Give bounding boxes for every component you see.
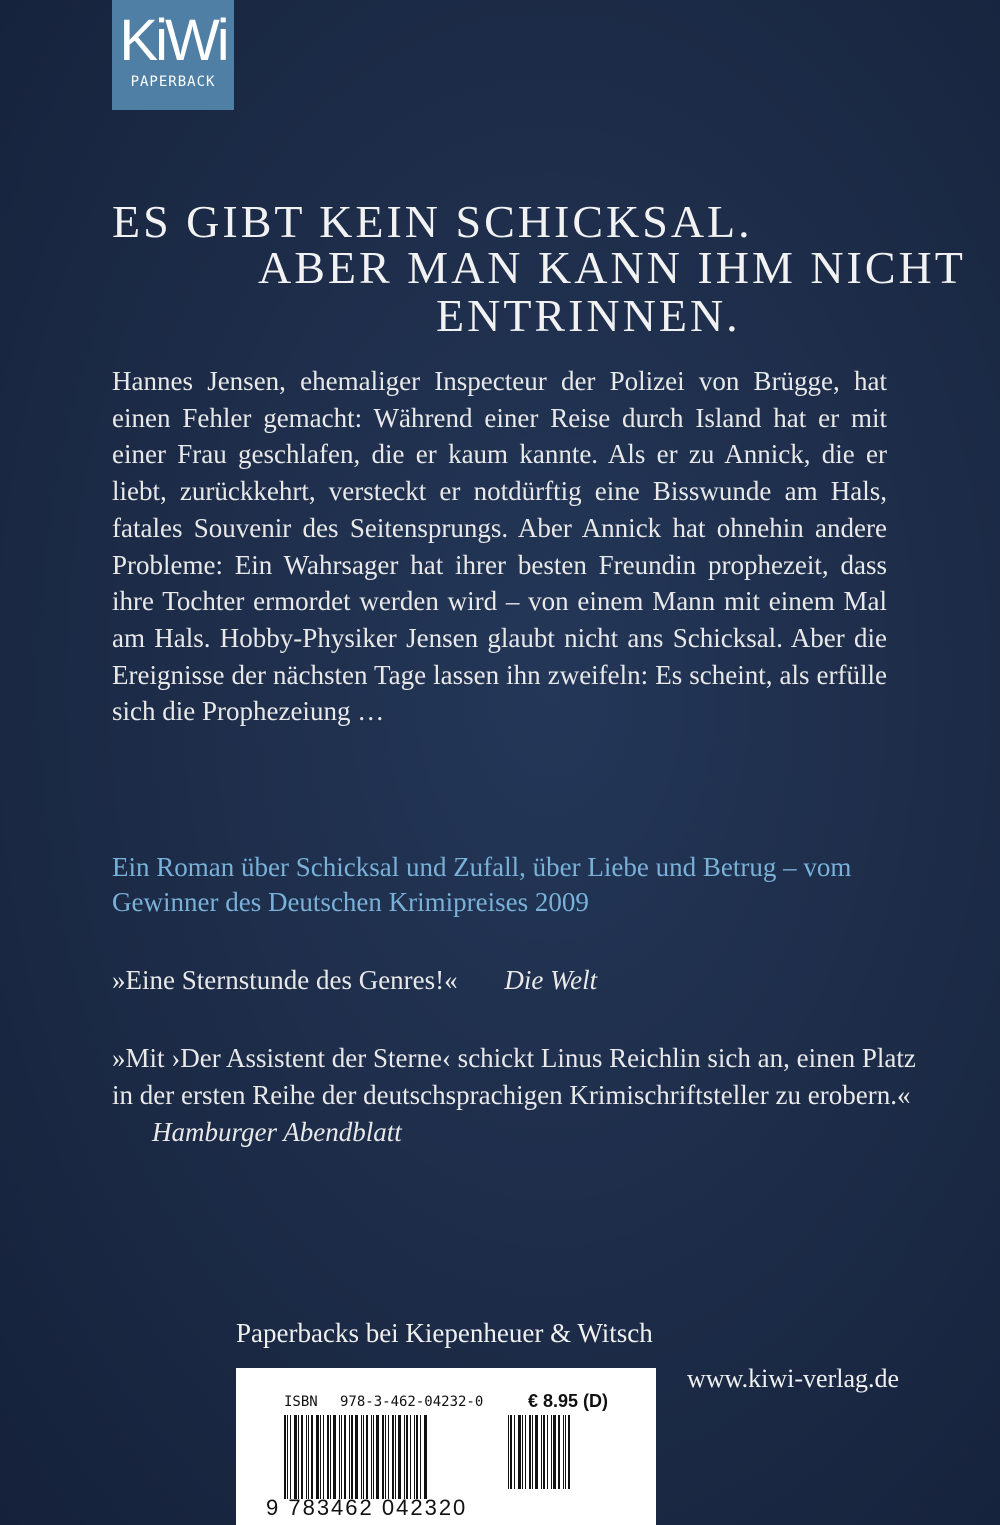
- barcode-bar: [373, 1415, 374, 1499]
- barcode-bar: [514, 1415, 515, 1489]
- barcode-bar: [339, 1415, 340, 1499]
- barcode-bar: [410, 1415, 411, 1499]
- blurb-text: Hannes Jensen, ehemaliger Inspecteur der Polizei von Brügge, hat einen Fehler gemacht: Während einer Reise durch Island hat er mit einer Frau geschlafen, die er kaum kannte. Als er zu Annick, die er liebt, zurückkehrt, versteckt er notdürftig eine Bisswunde am Hals, fatales Souvenir des Seitensprungs. Aber Annick hat ohnehin andere Probleme: Ein Wahrsager hat ihrer besten Freundin prophezeit, dass ihre Tochter ermordet werden wird – von einem Mann mit einem Mal am Hals. Hobby-Physiker Jensen glaubt nicht ans Schicksal. Aber die Ereignisse der nächsten Tage lassen ihn zweifeln: Es scheint, als erfülle sich die Prophezeiung …: [112, 366, 887, 727]
- barcode-bar: [568, 1415, 570, 1489]
- barcode-bar: [333, 1415, 336, 1499]
- barcode-bar: [330, 1415, 331, 1499]
- barcode-bar: [424, 1415, 427, 1499]
- barcode-bar: [298, 1415, 299, 1499]
- barcode-bar: [290, 1415, 291, 1499]
- price-label: € 8.95 (D): [528, 1391, 609, 1411]
- barcode-bar: [553, 1415, 556, 1489]
- barcode-bar: [522, 1415, 523, 1489]
- barcode-bar: [558, 1415, 560, 1489]
- review-quote: [112, 1040, 932, 1151]
- barcode-bar: [306, 1415, 307, 1499]
- barcode-bar: [416, 1415, 418, 1499]
- barcode-bar: [301, 1415, 303, 1499]
- barcode-bar: [532, 1415, 533, 1489]
- kiwi-logo: [112, 0, 234, 110]
- barcode-bar: [294, 1415, 297, 1499]
- barcode-bar: [382, 1415, 384, 1499]
- quote-text: »Mit ›Der Assistent der Sterne‹ schickt Linus Reichlin sich an, einen Platz in der ersten Reihe der deutschsprachigen Krimischriftsteller zu erobern.«: [112, 1043, 916, 1110]
- barcode-bar: [551, 1415, 552, 1489]
- barcode-bar: [535, 1415, 538, 1489]
- barcode-bar: [323, 1415, 324, 1499]
- barcode-bar: [508, 1415, 509, 1489]
- barcode-bar: [565, 1415, 566, 1489]
- tagline: Ein Roman über Schicksal und Zufall, über Liebe und Betrug – vom Gewinner des Deutschen Krimipreises 2009: [112, 852, 852, 917]
- barcode-bar: [510, 1415, 512, 1489]
- barcode-bar: [392, 1415, 394, 1499]
- barcode-bar: [361, 1415, 362, 1499]
- headline-line-1: ES GIBT KEIN SCHICKSAL.: [112, 196, 753, 247]
- logo-subtitle: PAPERBACK: [130, 74, 216, 90]
- barcode-bar: [388, 1415, 389, 1499]
- isbn-label: ISBN: [284, 1394, 318, 1410]
- barcode-bar: [563, 1415, 564, 1489]
- headline-line-2: ABER MAN KANN IHM NICHT: [258, 242, 966, 293]
- barcode-bar: [406, 1415, 408, 1499]
- barcode-bar: [316, 1415, 319, 1499]
- quote-source: Hamburger Abendblatt: [152, 1117, 402, 1147]
- barcode-bar: [376, 1415, 379, 1499]
- barcode-bar: [543, 1415, 545, 1489]
- barcode-bar: [420, 1415, 421, 1499]
- barcode-bar: [363, 1415, 364, 1499]
- quote-source: Die Welt: [504, 965, 598, 995]
- barcode-bar: [327, 1415, 329, 1499]
- publisher-line: Paperbacks bei Kiepenheuer & Witsch: [236, 1318, 653, 1348]
- barcode-bar: [385, 1415, 386, 1499]
- review-quote: [112, 962, 932, 999]
- isbn-number: 978-3-462-04232-0: [340, 1394, 484, 1410]
- barcode-bar: [349, 1415, 350, 1499]
- barcode-bar: [398, 1415, 401, 1499]
- barcode-bar: [287, 1415, 288, 1499]
- barcode-bar: [529, 1415, 531, 1489]
- price-barcode: [508, 1415, 626, 1489]
- ean-barcode: [284, 1415, 496, 1499]
- barcode-bar: [311, 1415, 313, 1499]
- barcode-bar: [525, 1415, 526, 1489]
- logo-brand: KiWi: [119, 8, 227, 73]
- headline-line-3: ENTRINNEN.: [436, 290, 741, 341]
- barcode-digits: 9 783462 042320: [266, 1495, 468, 1520]
- barcode-bar: [547, 1415, 548, 1489]
- barcode-bar: [366, 1415, 368, 1499]
- quote-text: »Eine Sternstunde des Genres!«: [112, 965, 458, 995]
- barcode-bar: [414, 1415, 415, 1499]
- barcode-bar: [404, 1415, 405, 1499]
- barcode-bar: [351, 1415, 353, 1499]
- barcode-bar: [308, 1415, 309, 1499]
- barcode-bar: [371, 1415, 372, 1499]
- barcode-bar: [341, 1415, 342, 1499]
- barcode-bar: [320, 1415, 321, 1499]
- barcode-bar: [344, 1415, 346, 1499]
- publisher-website: www.kiwi-verlag.de: [687, 1364, 900, 1393]
- barcode-bar: [541, 1415, 542, 1489]
- barcode-bar: [355, 1415, 358, 1499]
- barcode-label: [236, 1368, 656, 1525]
- barcode-bar: [395, 1415, 396, 1499]
- barcode-bar: [284, 1415, 286, 1499]
- barcode-bar: [518, 1415, 521, 1489]
